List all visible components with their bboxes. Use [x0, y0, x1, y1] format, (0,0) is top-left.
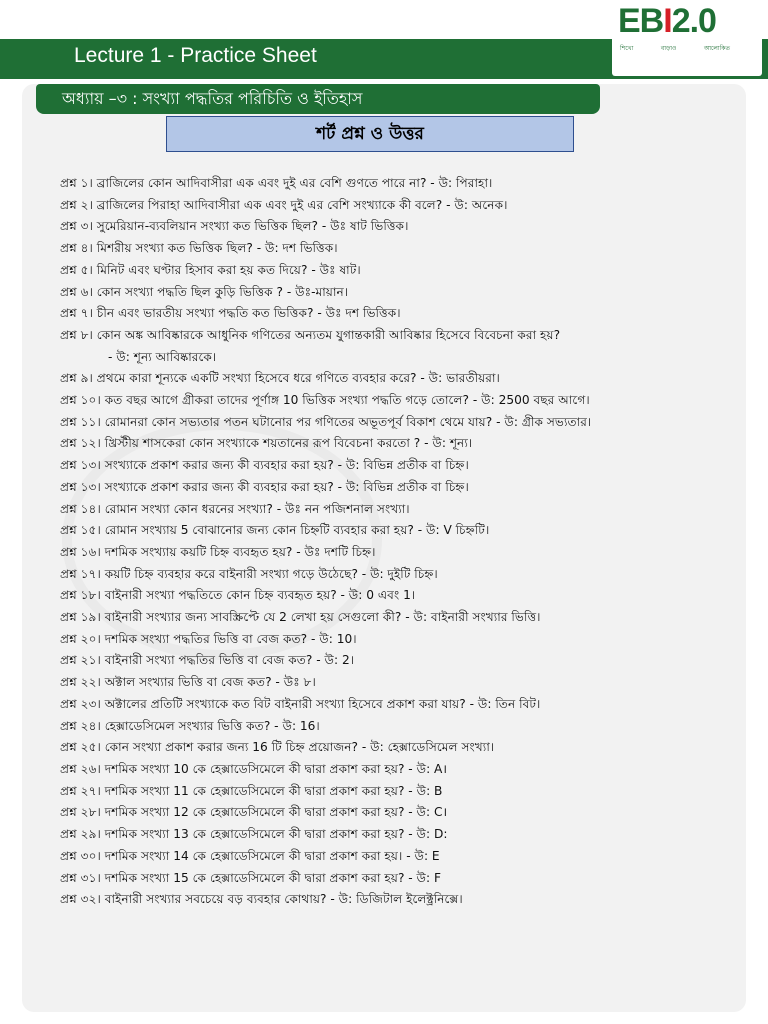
chapter-title: অধ্যায় –৩ : সংখ্যা পদ্ধতির পরিচিতি ও ইতিহাস: [62, 89, 363, 108]
question-item: প্রশ্ন ১৮। বাইনারী সংখ্যা পদ্ধতিতে কোন চিহ্ন ব্যবহৃত হয়? - উ: 0 এবং 1।: [60, 588, 416, 603]
question-item: প্রশ্ন ১৬। দশমিক সংখ্যায় কয়টি চিহ্ন ব্যবহৃত হয়? - উঃ দশটি চিহ্ন।: [60, 544, 376, 559]
question-list: [60, 173, 750, 911]
brand-logo: [612, 2, 762, 76]
question-item: প্রশ্ন ২৪। হেক্সাডেসিমেল সংখ্যার ভিত্তি কত? - উ: 16।: [60, 718, 320, 733]
chapter-title-bar: [36, 84, 600, 114]
question-item: প্রশ্ন ১৩। সংখ্যাকে প্রকাশ করার জন্য কী ব্যবহার করা হয়? - উ: বিভিন্ন প্রতীক বা চিহ্ন।: [60, 479, 469, 494]
question-item: প্রশ্ন ২৭। দশমিক সংখ্যা 11 কে হেক্সাডেসিমেলে কী দ্বারা প্রকাশ করা হয়? - উ: B: [60, 783, 443, 798]
logo-tagline: শিখো বাড়াও আলোকিত: [620, 45, 730, 52]
question-item: প্রশ্ন ৩০। দশমিক সংখ্যা 14 কে হেক্সাডেসিমেলে কী দ্বারা প্রকাশ করা হয়। - উ: E: [60, 848, 440, 863]
question-item: প্রশ্ন ৬। কোন সংখ্যা পদ্ধতি ছিল কুড়ি ভিত্তিক ? - উঃ-মায়ান।: [60, 284, 349, 299]
question-item: প্রশ্ন ২৮। দশমিক সংখ্যা 12 কে হেক্সাডেসিমেলে কী দ্বারা প্রকাশ করা হয়? - উ: C।: [60, 805, 448, 820]
question-item: প্রশ্ন ১১। রোমানরা কোন সভ্যতার পতন ঘটানোর পর গণিতের অভূতপূর্ব বিকাশ থেমে যায়? - উ: গ্রীক সভ্যতার।: [60, 414, 592, 429]
question-item: প্রশ্ন ১৭। কয়টি চিহ্ন ব্যবহার করে বাইনারী সংখ্যা গড়ে উঠেছে? - উ: দুইটি চিহ্ন।: [60, 566, 438, 581]
question-item: প্রশ্ন ১০। কত বছর আগে গ্রীকরা তাদের পূর্ণাঙ্গ 10 ভিত্তিক সংখ্যা পদ্ধতি গড়ে তোলে? - উ: 2500 বছর আগে।: [60, 393, 590, 408]
question-item: প্রশ্ন ৩। সুমেরিয়ান-ব্যবলিয়ান সংখ্যা কত ভিত্তিক ছিল? - উঃ ষাট ভিত্তিক।: [60, 219, 409, 234]
question-item: প্রশ্ন ১৩। সংখ্যাকে প্রকাশ করার জন্য কী ব্যবহার করা হয়? - উ: বিভিন্ন প্রতীক বা চিহ্ন।: [60, 458, 469, 473]
question-item: প্রশ্ন ৩২। বাইনারী সংখ্যার সবচেয়ে বড় ব্যবহার কোথায়? - উ: ডিজিটাল ইলেক্ট্রনিক্সে।: [60, 892, 463, 907]
question-item: প্রশ্ন ২৬। দশমিক সংখ্যা 10 কে হেক্সাডেসিমেলে কী দ্বারা প্রকাশ করা হয়? - উ: A।: [60, 761, 448, 776]
question-item: প্রশ্ন ৮। কোন অঙ্ক আবিষ্কারকে আধুনিক গণিতের অন্যতম যুগান্তকারী আবিষ্কার হিসেবে বিবেচনা করা হয়?: [60, 327, 561, 342]
question-item: প্রশ্ন ২। ব্রাজিলের পিরাহা আদিবাসীরা এক এবং দুই এর বেশি সংখ্যাকে কী বলে? - উ: অনেক।: [60, 197, 508, 212]
question-item: প্রশ্ন ২৩। অক্টালের প্রতিটি সংখ্যাকে কত বিট বাইনারী সংখ্যা হিসেবে প্রকাশ করা যায়? - উ: তিন বিট।: [60, 696, 541, 711]
question-item: প্রশ্ন ১। ব্রাজিলের কোন আদিবাসীরা এক এবং দুই এর বেশি গুণতে পারে না? - উ: পিরাহা।: [60, 176, 493, 190]
question-item: প্রশ্ন ৭। চীন এবং ভারতীয় সংখ্যা পদ্ধতি কত ভিত্তিক? - উঃ দশ ভিত্তিক।: [60, 306, 401, 321]
question-item: প্রশ্ন ১৯। বাইনারী সংখ্যার জন্য সাবস্ক্রিপ্টে যে 2 লেখা হয় সেগুলো কী? - উ: বাইনারী সংখ্যার ভিত্তি।: [60, 610, 541, 625]
question-item: - উ: শূন্য আবিষ্কারকে।: [108, 349, 217, 364]
question-item: প্রশ্ন ১২। খ্রিস্টীয় শাসকেরা কোন সংখ্যাকে শয়তানের রূপ বিবেচনা করতো ? - উ: শূন্য।: [60, 436, 473, 451]
question-item: প্রশ্ন ৩১। দশমিক সংখ্যা 15 কে হেক্সাডেসিমেলে কী দ্বারা প্রকাশ করা হয়? - উ: F: [60, 870, 442, 885]
question-item: প্রশ্ন ২৯। দশমিক সংখ্যা 13 কে হেক্সাডেসিমেলে কী দ্বারা প্রকাশ করা হয়? - উ: D:: [60, 827, 448, 842]
question-item: প্রশ্ন ২০। দশমিক সংখ্যা পদ্ধতির ভিত্তি বা বেজ কত? - উ: 10।: [60, 631, 357, 646]
question-item: প্রশ্ন ৫। মিনিট এবং ঘণ্টার হিসাব করা হয় কত দিয়ে? - উঃ ষাট।: [60, 262, 361, 277]
question-item: প্রশ্ন ১৪। রোমান সংখ্যা কোন ধরনের সংখ্যা? - উঃ নন পজিশনাল সংখ্যা।: [60, 501, 410, 516]
lecture-title: Lecture 1 - Practice Sheet: [74, 44, 317, 67]
question-item: প্রশ্ন ৪। মিশরীয় সংখ্যা কত ভিত্তিক ছিল? - উ: দশ ভিত্তিক।: [60, 241, 338, 256]
section-heading: শর্ট প্রশ্ন ও উত্তর: [166, 116, 574, 152]
logo-mark: EBI2.0: [618, 2, 716, 40]
question-item: প্রশ্ন ৯। প্রথমে কারা শূন্যকে একটি সংখ্যা হিসেবে ধরে গণিতে ব্যবহার করে? - উ: ভারতীয়রা।: [60, 371, 500, 386]
question-item: প্রশ্ন ২১। বাইনারী সংখ্যা পদ্ধতির ভিত্তি বা বেজ কত? - উ: 2।: [60, 653, 355, 668]
question-item: প্রশ্ন ২৫। কোন সংখ্যা প্রকাশ করার জন্য 16 টি চিহ্ন প্রয়োজন? - উ: হেক্সাডেসিমেল সংখ্যা।: [60, 740, 495, 755]
question-item: প্রশ্ন ২২। অক্টাল সংখ্যার ভিত্তি বা বেজ কত? - উঃ ৮।: [60, 675, 316, 690]
question-item: প্রশ্ন ১৫। রোমান সংখ্যায় 5 বোঝানোর জন্য কোন চিহ্নটি ব্যবহার করা হয়? - উ: V চিহ্নটি।: [60, 523, 490, 538]
